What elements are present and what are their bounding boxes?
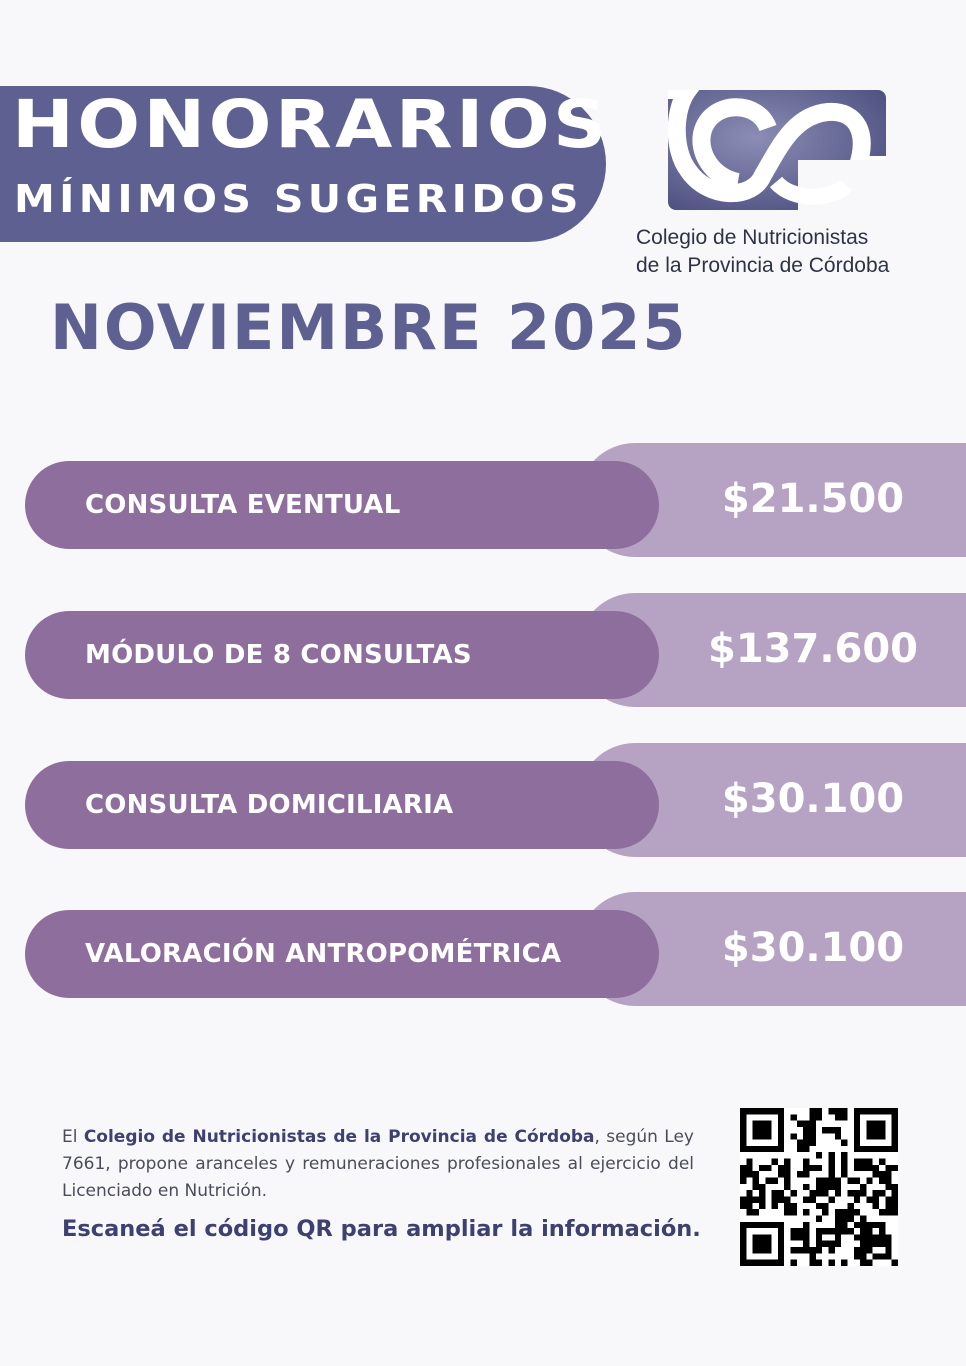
service-label: CONSULTA DOMICILIARIA — [85, 790, 454, 820]
qr-call-to-action: Escaneá el código QR para ampliar la información. — [62, 1216, 701, 1242]
fee-row — [0, 743, 966, 859]
service-label: CONSULTA EVENTUAL — [85, 490, 401, 520]
service-label: MÓDULO DE 8 CONSULTAS — [85, 640, 472, 670]
fee-row — [0, 593, 966, 709]
price-label: $137.600 — [707, 626, 919, 672]
organization-logo — [630, 80, 930, 280]
fee-row — [0, 443, 966, 559]
logo-text-line2: de la Provincia de Córdoba — [636, 254, 890, 277]
service-pill — [25, 910, 659, 998]
legal-text-suffix: , según Ley 7661, propone aranceles y remuneraciones profesionales al ejercicio del Licenciado en Nutrición. — [62, 1127, 694, 1201]
legal-text-prefix: El — [62, 1127, 84, 1147]
price-label: $21.500 — [721, 476, 905, 522]
service-pill — [25, 761, 659, 849]
logo-text-line1: Colegio de Nutricionistas — [636, 226, 869, 249]
service-pill — [25, 611, 659, 699]
price-label: $30.100 — [721, 925, 905, 971]
period-title: NOVIEMBRE 2025 — [50, 291, 688, 364]
service-label: VALORACIÓN ANTROPOMÉTRICA — [85, 939, 562, 969]
legal-notice — [62, 1124, 694, 1205]
price-label: $30.100 — [721, 776, 905, 822]
qr-code-icon[interactable] — [740, 1108, 898, 1266]
page-subtitle: MÍNIMOS SUGERIDOS — [14, 177, 583, 221]
cn-monogram-icon — [668, 90, 886, 210]
fee-row — [0, 892, 966, 1008]
service-pill — [25, 461, 659, 549]
page-title: HONORARIOS — [12, 86, 610, 163]
legal-text-organization: Colegio de Nutricionistas de la Provincia de Córdoba — [83, 1127, 595, 1147]
